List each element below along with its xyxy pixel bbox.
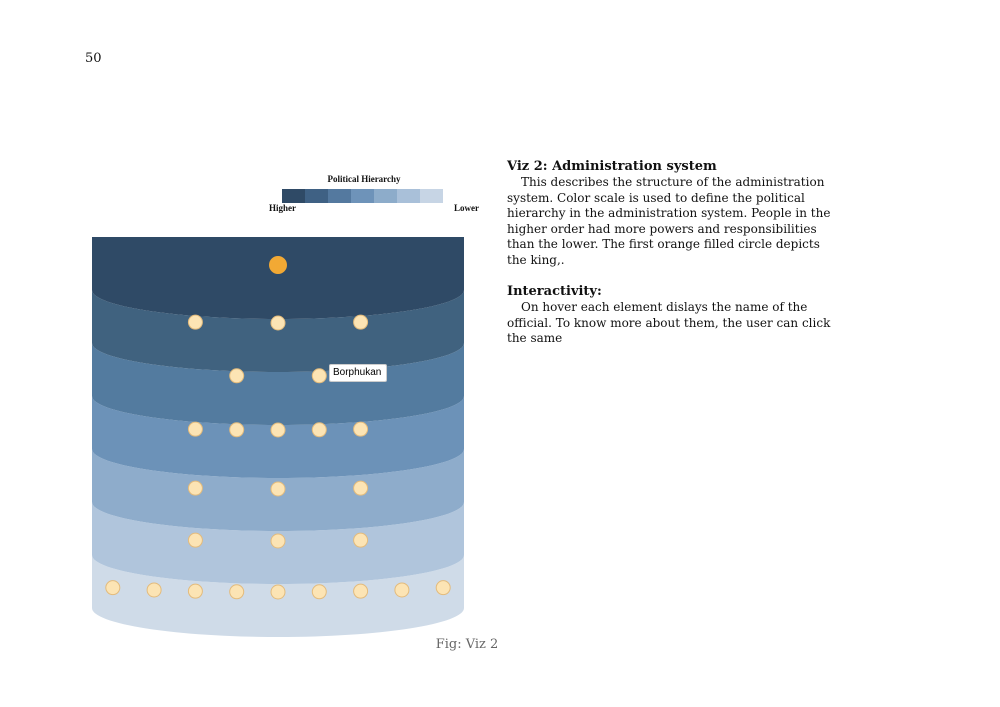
hierarchy-level-1 — [92, 237, 464, 319]
official-circle[interactable] — [188, 315, 202, 329]
interactivity-paragraph: On hover each element dislays the name of the official. To know more about them, the user can click the same — [507, 300, 831, 345]
description-block — [507, 159, 837, 347]
official-circle[interactable] — [147, 583, 161, 597]
official-circle[interactable] — [271, 482, 285, 496]
official-circle[interactable] — [395, 583, 409, 597]
description-paragraph: This describes the structure of the administration system. Color scale is used to define the political hierarchy in the administration system. People in the higher order had more powers and responsibilities than the lower. The first orange filled circle depicts the king,. — [507, 175, 831, 267]
page-number: 50 — [85, 51, 102, 66]
official-circle[interactable] — [354, 584, 368, 598]
official-circle[interactable] — [188, 533, 202, 547]
legend-lower-label: Lower — [454, 203, 479, 213]
official-circle[interactable] — [230, 585, 244, 599]
king-circle[interactable] — [270, 257, 287, 274]
official-circle[interactable] — [354, 422, 368, 436]
official-circle[interactable] — [354, 533, 368, 547]
figure-caption: Fig: Viz 2 — [435, 637, 499, 652]
official-circle[interactable] — [230, 369, 244, 383]
interactivity-heading: Interactivity: — [507, 284, 602, 299]
description-heading: Viz 2: Administration system — [507, 159, 717, 174]
official-circle[interactable] — [271, 534, 285, 548]
official-circle[interactable] — [436, 581, 450, 595]
official-circle[interactable] — [354, 481, 368, 495]
official-circle[interactable] — [188, 584, 202, 598]
official-circle[interactable] — [354, 315, 368, 329]
official-circle[interactable] — [188, 422, 202, 436]
official-circle[interactable] — [312, 423, 326, 437]
official-tooltip: Borphukan — [329, 364, 387, 382]
official-circle[interactable] — [312, 585, 326, 599]
legend-higher-label: Higher — [269, 203, 296, 213]
official-circle[interactable] — [106, 581, 120, 595]
official-circle[interactable] — [230, 423, 244, 437]
legend-title: Political Hierarchy — [327, 174, 401, 184]
official-circle[interactable] — [271, 423, 285, 437]
official-circle[interactable] — [188, 481, 202, 495]
official-circle[interactable] — [271, 316, 285, 330]
official-circle[interactable] — [312, 369, 326, 383]
official-circle[interactable] — [271, 585, 285, 599]
